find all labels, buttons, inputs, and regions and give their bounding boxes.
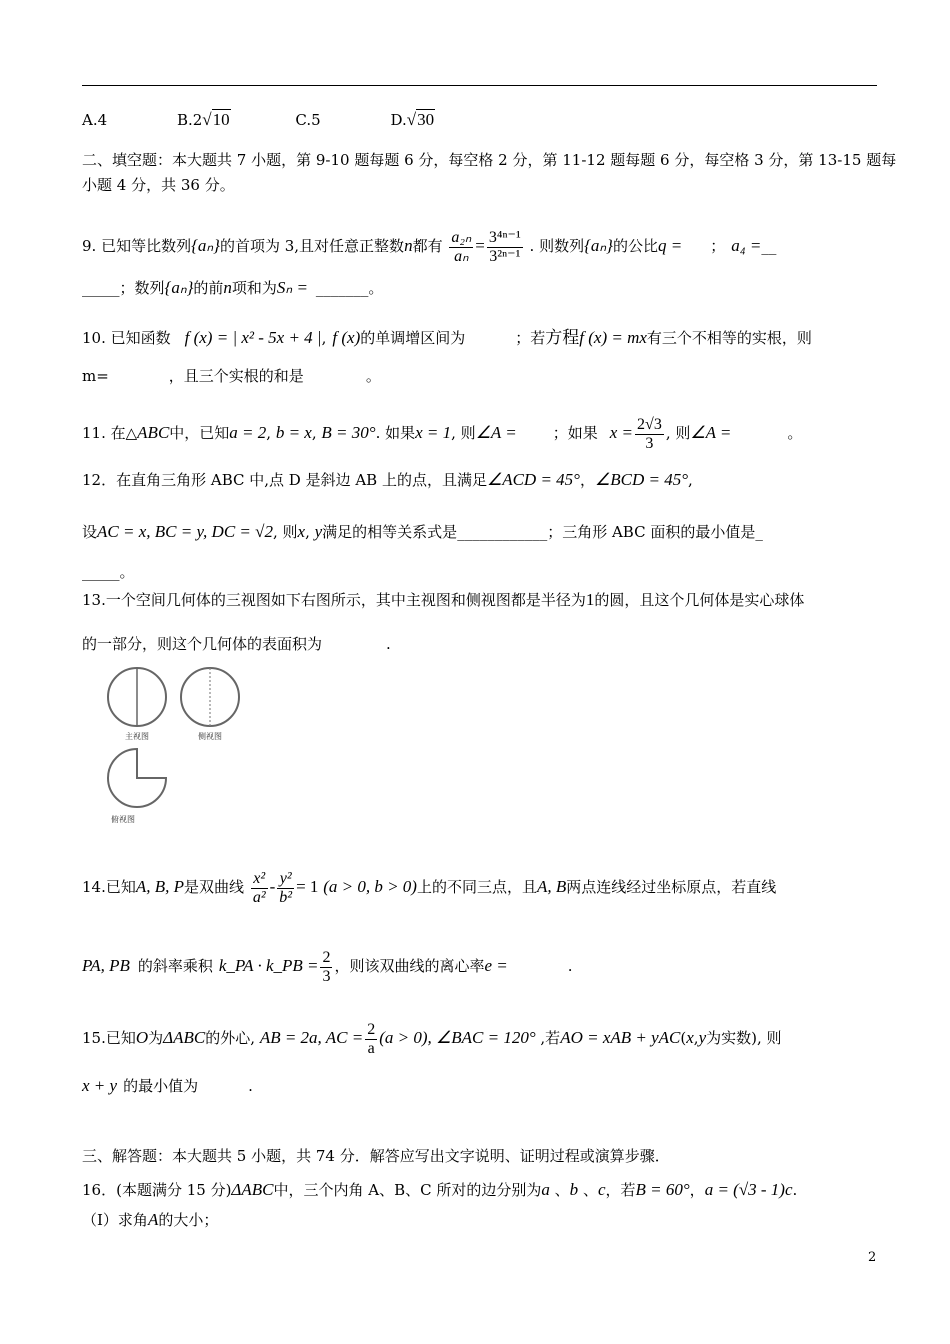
q16-line1: 16．(本题满分 15 分)ΔABC中，三个内角 A、B、C 所对的边分别为a 、b 、c，若B = 60°，a = (√3 - 1)c. (82, 1180, 798, 1199)
side-view (181, 668, 239, 741)
q10-line2: m= ，且三个实根的和是 。 (82, 367, 381, 385)
three-view-figure (95, 665, 265, 830)
q14-line2: PA, PB 的斜率乘积 k_PA · k_PB = $\frac{2}{3}$ ，则该双曲线的离心率e = . (82, 948, 573, 985)
q12-line3: _____。 (82, 563, 135, 581)
top-view (108, 749, 166, 824)
q12-line2: 设AC = x, BC = y, DC = √2, 则x, y满足的相等关系式是____________；三角形 ABC 面积的最小值是_ (82, 522, 763, 541)
option-b: B.2 (176, 111, 203, 129)
q13-line2: 的一部分，则这个几何体的表面积为 . (82, 635, 391, 653)
top-view-caption: 俯视图 (111, 815, 135, 824)
section2-header-1: 二、填空题：本大题共 7 小题，第 9-10 题每题 6 分，每空格 2 分，第 11-12 题每题 6 分，每空格 3 分，第 13-15 题每 (82, 151, 897, 169)
q11-line: 11. 在△ABC中，已知a = 2, b = x, B = 30°. 如果x = 1, 则∠A = ；如果 x = $\frac{2√3}{3}$ , 则∠A = 。 (82, 415, 803, 452)
header-rule (82, 85, 877, 86)
q14-line1: 14.已知A, B, P是双曲线 $\frac{\text{x²}}{\text{a²}}$ - $\frac{\text{y²}}{\text{b²}}$ = 1 (a > 0, b > 0)上的不同三点，且A, B两点连线经过坐标原点，若直线 (82, 869, 777, 906)
q8-options: A.4 B.2√10 C.5 D.√30 (82, 110, 435, 129)
side-view-caption: 侧视图 (198, 732, 222, 741)
q15-line2: x + y 的最小值为 . (82, 1076, 253, 1095)
section3-header: 三、解答题：本大题共 5 小题，共 74 分．解答应写出文字说明、证明过程或演算步骤． (82, 1147, 670, 1165)
option-c: C.5 (295, 111, 321, 129)
section2-header-2: 小题 4 分，共 36 分。 (82, 176, 235, 194)
q9-line1: 9. 已知等比数列{aₙ}的首项为 3,且对任意正整数n都有 $\frac{\text{a₂ₙ}}{\text{aₙ}}$ = $\frac{\text{3⁴ⁿ⁻¹}}{\text{3²ⁿ⁻¹}}$ . 则数列{aₙ}的公比q = ； a₄ =__ (82, 228, 777, 265)
page-number: 2 (868, 1250, 877, 1265)
front-view-caption: 主视图 (125, 732, 149, 741)
option-d: D. (390, 111, 407, 129)
q16-sub1: （Ⅰ）求角A的大小； (82, 1210, 219, 1229)
q9-line2: _____；数列{aₙ}的前n项和为Sₙ = _______。 (82, 278, 384, 297)
q13-line1: 13.一个空间几何体的三视图如下右图所示，其中主视图和侧视图都是半径为1的圆，且这个几何体是实心球体 (82, 590, 805, 609)
q12-line1: 12．在直角三角形 ABC 中,点 D 是斜边 AB 上的点，且满足∠ACD = 45°，∠BCD = 45°, (82, 470, 693, 489)
option-a: A.4 (82, 111, 108, 129)
q10-line1: 10. 已知函数 f (x) = | x² - 5x + 4 |, f (x)的单调增区间为 ；若方程f (x) = mx有三个不相等的实根，则 (82, 328, 812, 347)
q15-line1: 15.已知O为ΔABC的外心, AB = 2a, AC = $\frac{2}{a}$ (a > 0), ∠BAC = 120° ,若AO = xAB + yAC(x,y为实数), 则 (82, 1020, 782, 1057)
front-view (108, 668, 166, 741)
